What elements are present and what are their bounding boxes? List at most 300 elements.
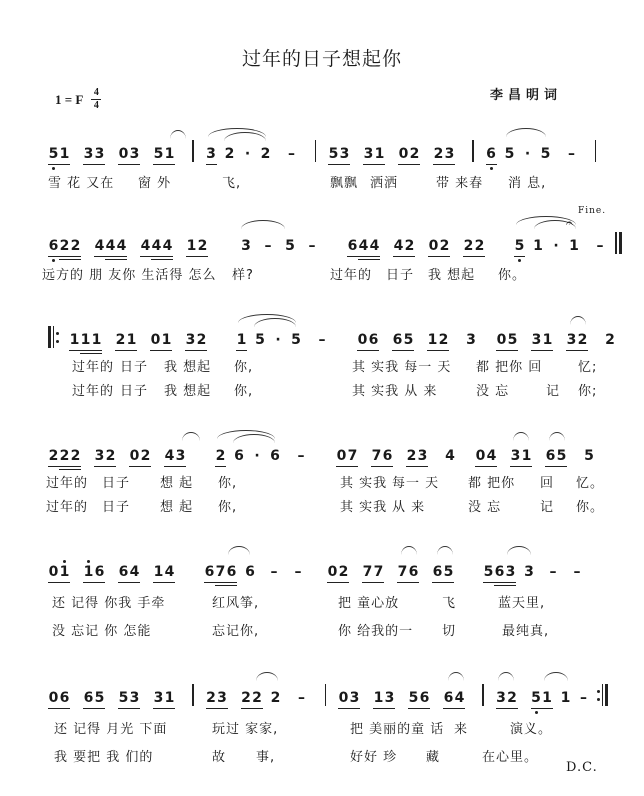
lyric: 忘记你, — [212, 624, 260, 639]
note: 1 — [560, 690, 571, 706]
note-group — [153, 690, 175, 706]
measure-1 — [69, 322, 220, 348]
note: 1 — [164, 146, 175, 162]
note-group — [118, 564, 140, 580]
note: 5 — [255, 332, 265, 348]
key-label: 1 = F — [55, 91, 84, 107]
lyric: 回 — [540, 476, 555, 491]
note: 6 — [48, 238, 59, 254]
note: 4 — [116, 238, 127, 254]
final-barline — [615, 232, 622, 254]
lyric: 日子 — [102, 500, 131, 515]
measure-3 — [328, 136, 468, 162]
note: 2 — [215, 448, 226, 464]
lyric: 你。 — [498, 268, 527, 283]
note: 3 — [384, 690, 395, 706]
note: 1 — [186, 238, 197, 254]
note: 5 — [408, 690, 419, 706]
note: 3 — [129, 146, 140, 162]
note: 4 — [454, 690, 465, 706]
note: 2 — [338, 564, 349, 580]
note: 1 — [59, 146, 70, 162]
note: 2 — [105, 448, 116, 464]
note: 2 — [577, 332, 588, 348]
note-group — [545, 448, 567, 464]
note: 5 — [556, 448, 567, 464]
time-signature — [91, 88, 101, 111]
note: 2 — [270, 690, 281, 706]
note-group — [83, 564, 105, 580]
note: 3 — [531, 332, 542, 348]
note: 0 — [48, 564, 59, 580]
dash: – — [573, 564, 581, 580]
barline — [192, 140, 194, 162]
note: 2 — [474, 238, 485, 254]
lyric: 过年的 — [46, 476, 89, 491]
song-title: 过年的日子想起你 — [241, 48, 402, 70]
note: 6 — [443, 690, 454, 706]
lyric: 过年的 — [72, 384, 115, 399]
note: 2 — [605, 332, 615, 348]
note-group — [463, 238, 485, 254]
system-1 — [48, 136, 608, 196]
note-group — [83, 690, 105, 706]
note: 1 — [236, 332, 247, 348]
note-value: 5 — [504, 146, 515, 162]
measure-4 — [475, 438, 598, 464]
lyric: 还 记得 月光 下面 — [54, 722, 168, 737]
note: 3 — [129, 690, 140, 706]
note-group — [371, 448, 393, 464]
note-group — [185, 332, 207, 348]
lyric: 日子 — [120, 384, 149, 399]
slur — [513, 432, 529, 441]
note: 3 — [363, 146, 374, 162]
note-group — [408, 690, 430, 706]
lyric: 还 记得 你我 手牵 — [52, 596, 166, 611]
note: 1 — [69, 332, 80, 348]
key-signature — [55, 88, 101, 111]
note-group — [186, 238, 208, 254]
note: 1 — [374, 146, 385, 162]
note: 5 — [443, 564, 454, 580]
note: 2 — [463, 238, 474, 254]
fine-marking: Fine. — [578, 206, 607, 216]
lyric: 没 忘 — [476, 384, 510, 399]
note-group — [94, 238, 127, 254]
notes-row — [48, 554, 608, 580]
lyric: 忆; — [578, 360, 598, 375]
note-group — [215, 448, 226, 464]
note: 5 — [153, 146, 164, 162]
note: 2 — [196, 332, 207, 348]
note: 4 — [151, 238, 162, 254]
note-group — [336, 448, 358, 464]
dash: – — [298, 690, 305, 706]
note-group — [206, 146, 217, 162]
lyric: 其 实我 — [340, 476, 388, 491]
note: 3 — [349, 690, 360, 706]
repeat-end-barline — [597, 684, 608, 706]
lyric: 我 想起 — [164, 360, 212, 375]
slur — [506, 128, 546, 137]
note: 0 — [327, 564, 338, 580]
note: 3 — [185, 332, 196, 348]
lyric: 在心里。 — [482, 750, 539, 765]
lyric: 从 来 — [392, 500, 426, 515]
lyric: 你 给我的一 — [338, 624, 414, 639]
note: 6 — [94, 564, 105, 580]
note-group — [206, 690, 228, 706]
lyric: 最纯真, — [502, 624, 550, 639]
system-5 — [48, 554, 608, 644]
lyric: 我 想起 — [164, 384, 212, 399]
note: 1 — [164, 690, 175, 706]
dot: · — [244, 146, 251, 162]
note: 6 — [392, 332, 403, 348]
system-6 — [48, 680, 608, 775]
note: 2 — [252, 690, 262, 706]
note: 0 — [150, 332, 161, 348]
measure-2 — [237, 228, 321, 254]
slur — [228, 546, 250, 555]
note-group — [483, 564, 516, 580]
note-group — [48, 690, 70, 706]
note: 4 — [129, 564, 140, 580]
note-group — [531, 690, 553, 706]
note: 6 — [204, 564, 215, 580]
note-group — [475, 448, 497, 464]
slur — [570, 316, 586, 325]
barline — [315, 140, 317, 162]
lyric: 消 息, — [508, 176, 547, 191]
note-group — [327, 564, 349, 580]
note: 0 — [338, 690, 349, 706]
lyric: 故 — [212, 750, 227, 765]
barline — [482, 684, 484, 706]
note: 3 — [496, 690, 506, 706]
note: 5 — [285, 238, 295, 254]
lyric: 飘飘 — [330, 176, 359, 191]
dash: – — [297, 448, 305, 464]
note-group — [363, 146, 385, 162]
note: 5 — [507, 332, 518, 348]
system-2 — [42, 206, 608, 288]
note: 6 — [382, 448, 393, 464]
measure-4 — [496, 680, 593, 706]
slur — [241, 220, 285, 229]
measure-4 — [496, 322, 619, 348]
note: 6 — [118, 564, 129, 580]
note-high: 1 — [83, 564, 94, 580]
note: 2 — [224, 146, 235, 162]
measure-2 — [204, 554, 307, 580]
lyric: 你, — [218, 476, 238, 491]
note: 1 — [521, 448, 532, 464]
note: 3 — [153, 690, 164, 706]
measure-1 — [48, 438, 199, 464]
note-group — [204, 564, 237, 580]
note: 4 — [164, 564, 175, 580]
lyric: 其 实我 — [340, 500, 388, 515]
lyric: 其 实我 从 来 — [352, 384, 438, 399]
note: 6 — [234, 448, 244, 464]
note-group — [362, 564, 384, 580]
lyric: 好好 珍 — [350, 750, 398, 765]
barline — [325, 684, 327, 706]
note: 3 — [566, 332, 577, 348]
note: 3 — [417, 448, 428, 464]
note: 3 — [505, 564, 516, 580]
note-group — [118, 690, 140, 706]
note-group — [514, 238, 525, 254]
note-group — [338, 690, 360, 706]
dash: – — [294, 564, 302, 580]
note: 2 — [433, 146, 444, 162]
note: 0 — [48, 690, 59, 706]
note-group — [433, 146, 455, 162]
measure-2 — [215, 438, 310, 464]
note: 2 — [59, 448, 70, 464]
note: 7 — [397, 564, 408, 580]
lyric: 洒洒 — [370, 176, 399, 191]
note: 7 — [371, 448, 382, 464]
note: 2 — [406, 448, 417, 464]
lyric: 你。 — [576, 500, 605, 515]
note: 3 — [466, 332, 476, 348]
note: 2 — [115, 332, 126, 348]
note: 5 — [48, 146, 59, 162]
note-group — [486, 146, 497, 162]
note: 6 — [270, 448, 280, 464]
dc-marking: D.C. — [566, 760, 598, 775]
time-signature-bottom: 4 — [93, 100, 99, 111]
note: 5 — [531, 690, 541, 706]
note: 4 — [105, 238, 116, 254]
note: 7 — [362, 564, 373, 580]
slur — [170, 130, 186, 139]
dash: – — [288, 146, 295, 162]
slur — [549, 432, 565, 441]
lyric: 都 把你 回 — [476, 360, 543, 375]
note: 3 — [206, 146, 216, 162]
slur — [401, 546, 417, 555]
lyric-line — [48, 172, 608, 196]
lyric: 日子 — [102, 476, 131, 491]
dash: – — [568, 146, 575, 162]
note-group — [432, 564, 454, 580]
note — [501, 146, 519, 162]
note: 1 — [161, 332, 172, 348]
note: 1 — [80, 332, 91, 348]
note-group — [347, 238, 380, 254]
note: 6 — [486, 146, 496, 162]
note-group — [373, 690, 395, 706]
lyric-line-verse-1 — [48, 356, 608, 380]
note-group — [393, 238, 415, 254]
note: 2 — [197, 238, 208, 254]
slur — [256, 672, 278, 681]
measure-1 — [48, 680, 188, 706]
note: 5 — [584, 448, 594, 464]
note: 3 — [241, 238, 251, 254]
note: 0 — [398, 146, 409, 162]
dash: – — [318, 332, 326, 348]
note: 6 — [59, 690, 70, 706]
note-group — [83, 146, 105, 162]
note: 2 — [59, 238, 70, 254]
note: 2 — [404, 238, 415, 254]
note: 5 — [514, 238, 525, 254]
lyric: 过年的 — [46, 500, 89, 515]
note-group — [510, 448, 532, 464]
measure-3 — [338, 680, 478, 706]
note: 3 — [175, 448, 186, 464]
note: 2 — [438, 332, 449, 348]
note: 2 — [70, 238, 81, 254]
lyric: 红风筝, — [212, 596, 260, 611]
note-group — [48, 238, 81, 254]
note: 3 — [94, 146, 105, 162]
lyric-line-verse-1 — [48, 592, 608, 616]
notes-row — [48, 680, 608, 706]
note: 7 — [347, 448, 358, 464]
note: 6 — [419, 690, 430, 706]
note: 4 — [358, 238, 369, 254]
note-group — [496, 690, 518, 706]
lyric-line — [42, 264, 608, 288]
measure-3 — [336, 438, 459, 464]
note: 7 — [215, 564, 226, 580]
note: 1 — [569, 238, 579, 254]
system-4 — [48, 438, 608, 520]
dash: – — [596, 238, 604, 254]
note: 0 — [496, 332, 507, 348]
note: 0 — [475, 448, 486, 464]
note-high: 1 — [59, 564, 70, 580]
lyric: 你, — [234, 360, 254, 375]
slur — [498, 672, 514, 681]
note: 0 — [118, 146, 129, 162]
lyric-line-verse-1 — [48, 472, 608, 496]
lyric: 没 忘记 你 怎能 — [52, 624, 152, 639]
note: 1 — [427, 332, 438, 348]
note-group — [357, 332, 379, 348]
note-group — [392, 332, 414, 348]
note: 2 — [260, 146, 271, 162]
note: 6 — [368, 332, 379, 348]
lyric: 都 把你 — [468, 476, 516, 491]
measure-1 — [48, 228, 221, 254]
note: 1 — [533, 238, 543, 254]
dash: – — [270, 564, 278, 580]
lyric: 来 — [454, 722, 469, 737]
note-group — [428, 238, 450, 254]
note: 5 — [483, 564, 494, 580]
dash: – — [580, 690, 587, 706]
note-group — [118, 146, 140, 162]
lyric: 没 忘 — [468, 500, 502, 515]
lyric: 记 — [546, 384, 561, 399]
notes-row — [48, 206, 608, 254]
lyric: 过年的 — [330, 268, 373, 283]
lyric: 忆。 — [576, 476, 605, 491]
note: 2 — [409, 146, 420, 162]
note-group — [328, 146, 350, 162]
note: 6 — [408, 564, 419, 580]
note-group — [48, 564, 70, 580]
note: 5 — [118, 690, 129, 706]
notes-row — [48, 438, 608, 464]
note: 1 — [126, 332, 137, 348]
note: 4 — [140, 238, 151, 254]
lyric: 过年的 — [72, 360, 115, 375]
note: 7 — [373, 564, 384, 580]
lyric: 把 童心放 — [338, 596, 400, 611]
measure-2 — [236, 322, 331, 348]
dot: · — [275, 332, 281, 348]
measure-4 — [486, 136, 581, 162]
lyric: 记 — [540, 500, 555, 515]
note: 3 — [83, 146, 94, 162]
measure-1 — [48, 554, 188, 580]
dash: – — [264, 238, 272, 254]
lyric: 你; — [578, 384, 598, 399]
measure-4 — [514, 206, 609, 254]
lyric: 切 — [442, 624, 457, 639]
note: 0 — [357, 332, 368, 348]
lyric: 窗 外 — [138, 176, 172, 191]
barline — [472, 140, 474, 162]
lyric-line-verse-2 — [48, 746, 608, 770]
note: 3 — [524, 564, 534, 580]
notes-row — [48, 322, 615, 348]
slur — [182, 432, 200, 441]
lyric-line-verse-2 — [48, 380, 608, 404]
lyric: 演义。 — [510, 722, 553, 737]
system-3 — [48, 322, 615, 404]
note: 2 — [140, 448, 151, 464]
lyric: 带 来春 — [436, 176, 484, 191]
lyric: 其 实我 每一 天 — [352, 360, 452, 375]
note: 2 — [70, 448, 81, 464]
slur — [544, 672, 568, 681]
slur — [448, 672, 464, 681]
note: 3 — [510, 448, 521, 464]
lyric-line-verse-2 — [48, 620, 608, 644]
note: 1 — [542, 690, 552, 706]
measure-1 — [48, 136, 188, 162]
note: 2 — [48, 448, 59, 464]
note: 1 — [373, 690, 384, 706]
note-group — [236, 332, 247, 348]
lyric: 你, — [234, 384, 254, 399]
lyric: 远方的 朋 友你 生活得 怎么 — [42, 268, 217, 283]
note: 6 — [545, 448, 556, 464]
measure-3 — [347, 228, 498, 254]
note-group — [153, 564, 175, 580]
time-signature-top: 4 — [93, 87, 99, 98]
note-group — [427, 332, 449, 348]
note: 5 — [328, 146, 339, 162]
note: 5 — [291, 332, 301, 348]
note-group — [398, 146, 420, 162]
note: 4 — [164, 448, 175, 464]
note: 5 — [94, 690, 105, 706]
note: 1 — [153, 564, 164, 580]
note: 3 — [94, 448, 105, 464]
note-group — [48, 146, 70, 162]
